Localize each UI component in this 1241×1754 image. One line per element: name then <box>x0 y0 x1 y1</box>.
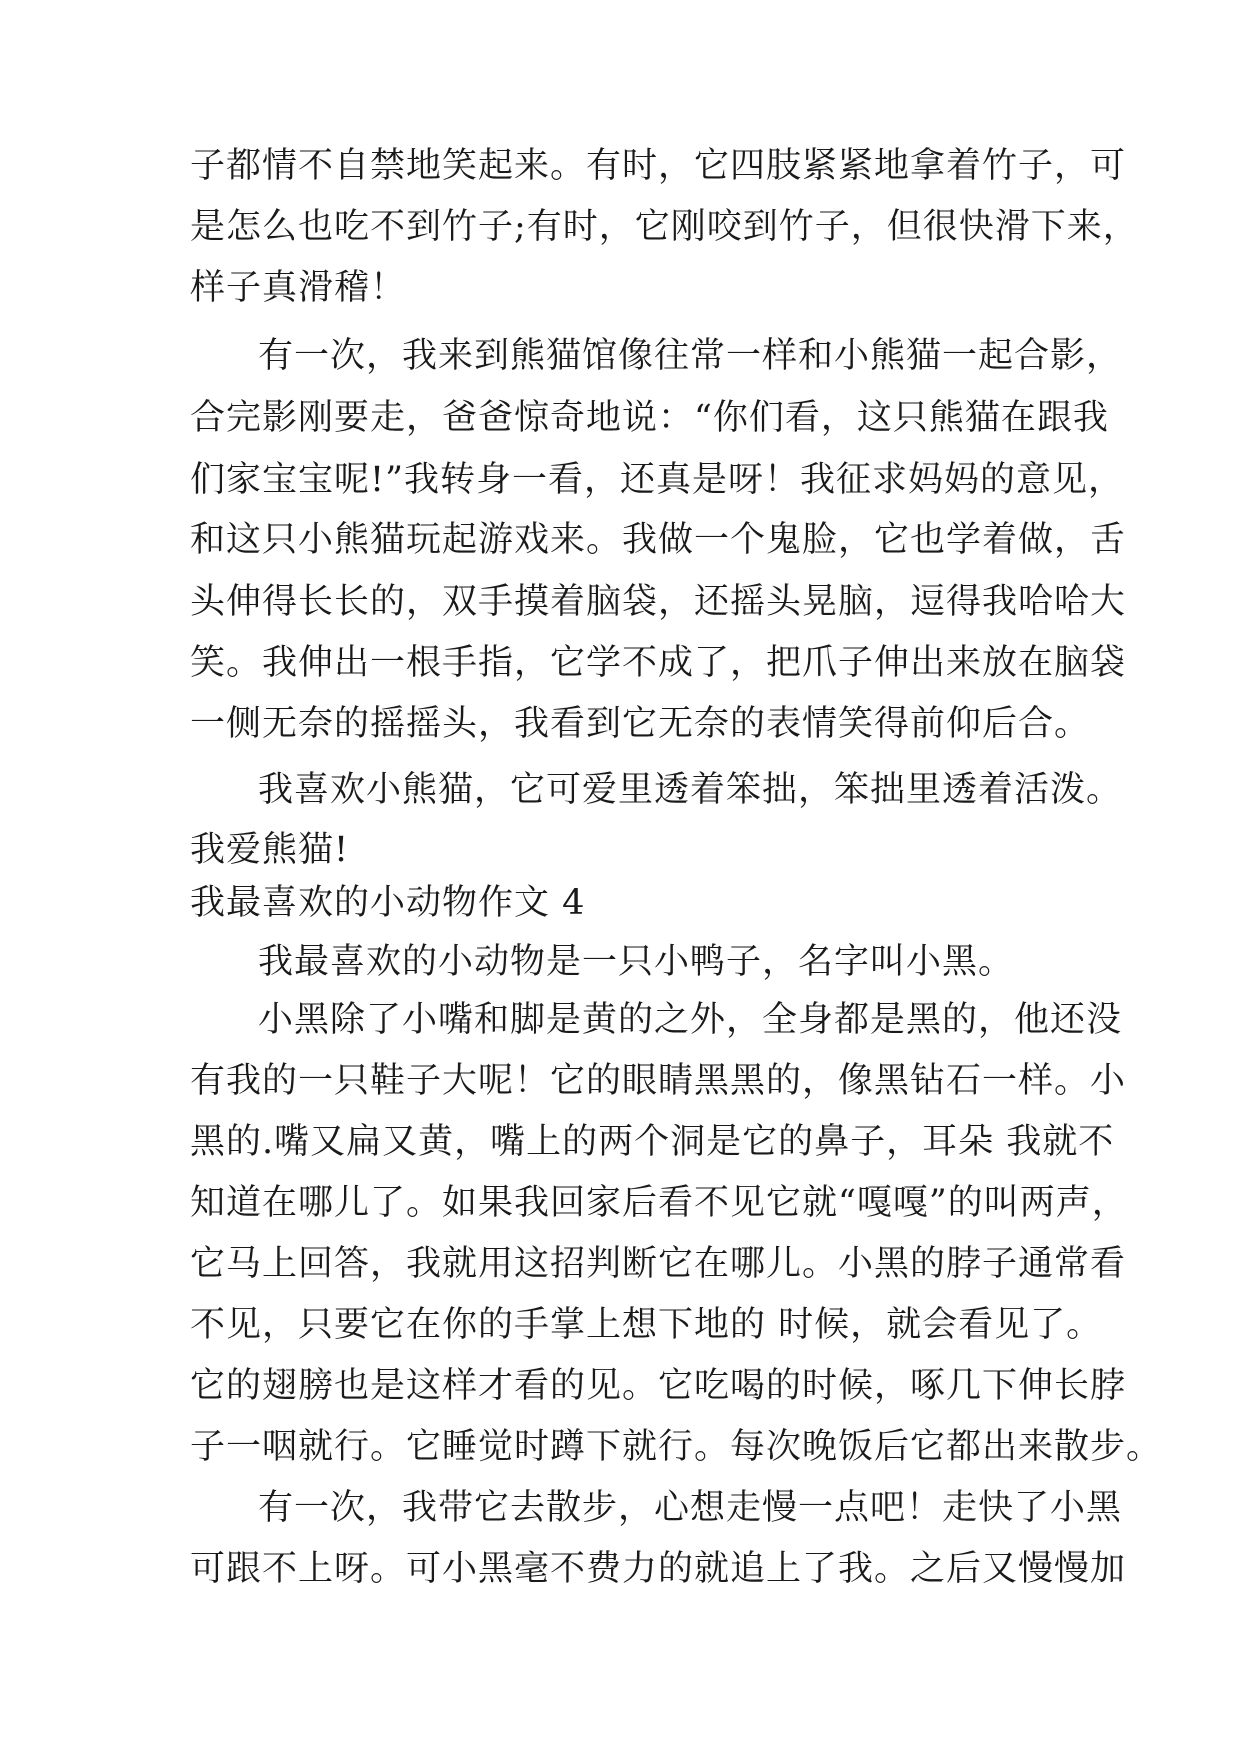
text-line: 和这只小熊猫玩起游戏来。我做一个鬼脸，它也学着做，舌 <box>190 520 1127 560</box>
paragraph-start-line: 有一次，我来到熊猫馆像往常一样和小熊猫一起合影， <box>258 336 1123 376</box>
text-line: 笑。我伸出一根手指，它学不成了，把爪子伸出来放在脑袋 <box>190 643 1127 683</box>
paragraph-start-line: 小黑除了小嘴和脚是黄的之外，全身都是黑的，他还没 <box>258 1000 1123 1040</box>
text-line: 子一咽就行。它睡觉时蹲下就行。每次晚饭后它都出来散步。 <box>190 1427 1163 1467</box>
section-heading: 我最喜欢的小动物作文 4 <box>190 883 586 923</box>
text-line: 它的翅膀也是这样才看的见。它吃喝的时候，啄几下伸长脖 <box>190 1366 1127 1406</box>
text-line: 它马上回答，我就用这招判断它在哪儿。小黑的脖子通常看 <box>190 1244 1127 1284</box>
paragraph-start-line: 我喜欢小熊猫，它可爱里透着笨拙，笨拙里透着活泼。 <box>258 770 1123 810</box>
paragraph-start-line: 有一次，我带它去散步，心想走慢一点吧！走快了小黑 <box>258 1488 1123 1528</box>
text-line: 子都情不自禁地笑起来。有时，它四肢紧紧地拿着竹子，可 <box>190 146 1127 186</box>
text-line: 是怎么也吃不到竹子;有时，它刚咬到竹子，但很快滑下来， <box>190 207 1139 247</box>
text-line: 样子真滑稽！ <box>190 268 407 308</box>
text-line: 头伸得长长的，双手摸着脑袋，还摇头晃脑，逗得我哈哈大 <box>190 582 1127 622</box>
text-line: 有我的一只鞋子大呢！它的眼睛黑黑的，像黑钻石一样。小 <box>190 1061 1127 1101</box>
text-line: 知道在哪儿了。如果我回家后看不见它就“嘎嘎”的叫两声， <box>190 1183 1128 1223</box>
text-line: 可跟不上呀。可小黑毫不费力的就追上了我。之后又慢慢加 <box>190 1549 1127 1589</box>
text-line: 不见，只要它在你的手掌上想下地的 时候，就会看见了。 <box>190 1305 1103 1345</box>
text-line: 一侧无奈的摇摇头，我看到它无奈的表情笑得前仰后合。 <box>190 704 1091 744</box>
text-line: 黑的.嘴又扁又黄，嘴上的两个洞是它的鼻子，耳朵 我就不 <box>190 1122 1115 1162</box>
paragraph-start-line: 我最喜欢的小动物是一只小鸭子，名字叫小黑。 <box>258 942 1015 982</box>
text-line: 合完影刚要走，爸爸惊奇地说：“你们看，这只熊猫在跟我 <box>190 398 1109 438</box>
text-line: 我爱熊猫! <box>190 830 350 870</box>
text-line: 们家宝宝呢!”我转身一看，还真是呀！我征求妈妈的意见， <box>190 460 1124 500</box>
